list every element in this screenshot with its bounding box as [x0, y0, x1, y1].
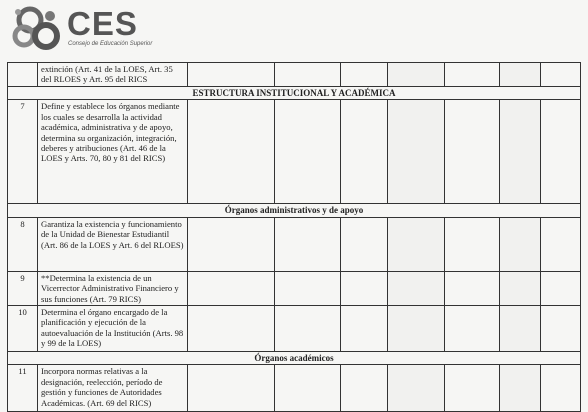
table-row: [8, 306, 581, 352]
empty-cell[interactable]: [500, 271, 541, 305]
empty-cell[interactable]: [541, 306, 581, 352]
section-title: Órganos administrativos y de apoyo: [8, 204, 581, 217]
logo-subtitle: Consejo de Educación Superior: [68, 41, 153, 47]
empty-cell[interactable]: [275, 217, 341, 271]
row-number: 11: [8, 365, 38, 412]
empty-cell[interactable]: [188, 271, 275, 305]
criterion-text: Garantiza la existencia y funcionamiento de la Unidad de Bienestar Estudiantil (Art. 86 de la LOES y Art. 6 del RLOES): [38, 217, 188, 271]
empty-cell[interactable]: [188, 217, 275, 271]
row-number: [8, 63, 38, 87]
section-title: ESTRUCTURA INSTITUCIONAL Y ACADÉMICA: [8, 87, 581, 100]
row-number: 9: [8, 271, 38, 305]
empty-cell[interactable]: [500, 63, 541, 87]
empty-cell[interactable]: [388, 306, 445, 352]
criterion-text: Incorpora normas relativas a la designación, reelección, período de gestión y funciones de Autoridades Académicas. (Art. 69 del RICS): [38, 365, 188, 412]
table-row: [8, 271, 581, 305]
empty-cell[interactable]: [341, 63, 388, 87]
row-number: 10: [8, 306, 38, 352]
criterion-text: extinción (Art. 41 de la LOES, Art. 35 del RLOES y Art. 95 del RICS: [38, 63, 188, 87]
empty-cell[interactable]: [341, 100, 388, 204]
row-number: 8: [8, 217, 38, 271]
empty-cell[interactable]: [341, 306, 388, 352]
empty-cell[interactable]: [388, 100, 445, 204]
empty-cell[interactable]: [188, 365, 275, 412]
empty-cell[interactable]: [541, 271, 581, 305]
criterion-text: Determina el órgano encargado de la planificación y ejecución de la autoevaluación de la Institución (Arts. 98 y 99 de la LOES): [38, 306, 188, 352]
empty-cell[interactable]: [388, 365, 445, 412]
logo-title: CES: [67, 5, 138, 42]
empty-cell[interactable]: [275, 306, 341, 352]
empty-cell[interactable]: [341, 271, 388, 305]
empty-cell[interactable]: [445, 100, 500, 204]
empty-cell[interactable]: [500, 365, 541, 412]
empty-cell[interactable]: [275, 365, 341, 412]
row-number: 7: [8, 100, 38, 204]
section-header-row: [8, 87, 581, 100]
empty-cell[interactable]: [188, 63, 275, 87]
empty-cell[interactable]: [541, 365, 581, 412]
empty-cell[interactable]: [388, 217, 445, 271]
empty-cell[interactable]: [341, 217, 388, 271]
section-header-row: [8, 204, 581, 217]
empty-cell[interactable]: [341, 365, 388, 412]
empty-cell[interactable]: [445, 63, 500, 87]
empty-cell[interactable]: [445, 217, 500, 271]
empty-cell[interactable]: [500, 306, 541, 352]
empty-cell[interactable]: [275, 271, 341, 305]
empty-cell[interactable]: [445, 271, 500, 305]
empty-cell[interactable]: [500, 217, 541, 271]
empty-cell[interactable]: [541, 217, 581, 271]
ces-logo: [10, 4, 180, 54]
empty-cell[interactable]: [445, 365, 500, 412]
empty-cell[interactable]: [388, 63, 445, 87]
criterion-text: Define y establece los órganos mediante los cuales se desarrolla la actividad académica, administrativa y de apoyo, determina su organización, integración, deberes y atribuciones (Art. 46 de la LOES y Arts. 70, 80 y 81 del RICS): [38, 100, 188, 204]
empty-cell[interactable]: [541, 100, 581, 204]
empty-cell[interactable]: [188, 100, 275, 204]
section-header-row: [8, 352, 581, 365]
empty-cell[interactable]: [541, 63, 581, 87]
section-title: Órganos académicos: [8, 352, 581, 365]
evaluation-table: [7, 62, 581, 412]
ces-circles-icon: [10, 4, 64, 52]
empty-cell[interactable]: [275, 100, 341, 204]
empty-cell[interactable]: [388, 271, 445, 305]
empty-cell[interactable]: [445, 306, 500, 352]
table-row: [8, 100, 581, 204]
empty-cell[interactable]: [500, 100, 541, 204]
table-row: [8, 365, 581, 412]
table-row: [8, 217, 581, 271]
empty-cell[interactable]: [275, 63, 341, 87]
table-row: [8, 63, 581, 87]
criterion-text: **Determina la existencia de un Vicerrector Administrativo Financiero y sus funciones (Art. 79 RICS): [38, 271, 188, 305]
empty-cell[interactable]: [188, 306, 275, 352]
